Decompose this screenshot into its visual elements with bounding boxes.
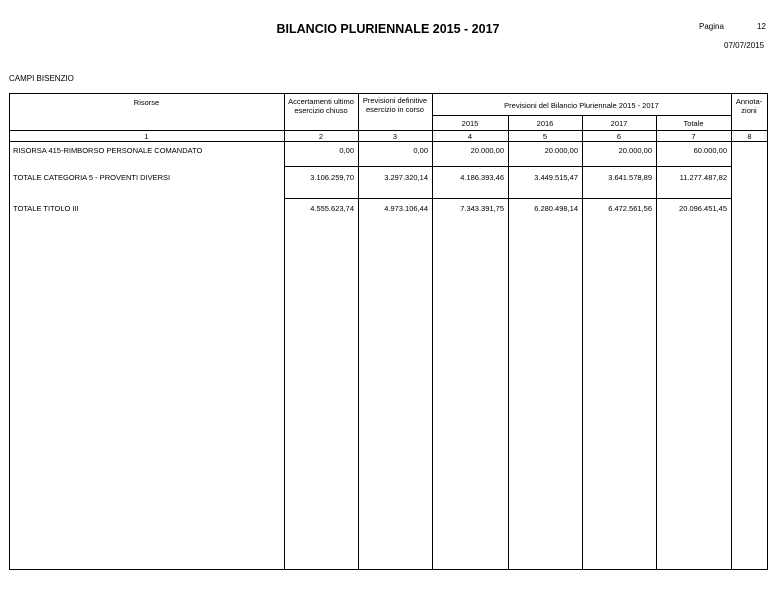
- cell-2016: 20.000,00: [544, 146, 578, 155]
- header-divider: [9, 141, 768, 142]
- cell-2015: 20.000,00: [470, 146, 504, 155]
- col-number: 8: [747, 132, 752, 141]
- cell-accertamenti: 0,00: [339, 146, 354, 155]
- cell-previsioni: 3.297.320,14: [384, 173, 428, 182]
- row-label: TOTALE TITOLO III: [13, 204, 79, 213]
- header-previsioni: Previsioni definitive esercizio in corso: [362, 96, 428, 114]
- header-2016: 2016: [536, 119, 554, 128]
- entity-name: CAMPI BISENZIO: [9, 74, 74, 83]
- col-divider: [508, 115, 509, 570]
- report-date: 07/07/2015: [724, 41, 765, 50]
- cell-accertamenti: 4.555.623,74: [310, 204, 354, 213]
- total-separator: [284, 166, 731, 167]
- col-number: 6: [616, 132, 622, 141]
- header-2017: 2017: [610, 119, 628, 128]
- col-number: 3: [392, 132, 398, 141]
- cell-2015: 4.186.393,46: [460, 173, 504, 182]
- col-divider: [582, 115, 583, 570]
- header-annotazioni: Annota-zioni: [735, 97, 763, 115]
- page-number: 12: [757, 22, 766, 31]
- cell-2016: 3.449.515,47: [534, 173, 578, 182]
- col-number: 7: [691, 132, 696, 141]
- cell-accertamenti: 3.106.259,70: [310, 173, 354, 182]
- col-divider: [284, 93, 285, 570]
- col-number: 2: [318, 132, 324, 141]
- cell-2017: 20.000,00: [618, 146, 652, 155]
- header-divider: [9, 130, 768, 131]
- header-risorse: Risorse: [133, 98, 160, 107]
- total-separator: [284, 198, 731, 199]
- cell-previsioni: 4.973.106,44: [384, 204, 428, 213]
- table-frame: [9, 93, 768, 570]
- cell-2017: 6.472.561,56: [608, 204, 652, 213]
- header-totale: Totale: [683, 119, 704, 128]
- cell-totale: 60.000,00: [693, 146, 727, 155]
- page-label: Pagina: [699, 22, 724, 31]
- group-divider: [432, 115, 731, 116]
- cell-totale: 11.277.487,82: [679, 173, 727, 182]
- col-divider: [731, 93, 732, 570]
- col-number: 4: [467, 132, 473, 141]
- row-label: RISORSA 415-RIMBORSO PERSONALE COMANDATO: [13, 146, 203, 155]
- header-group: Previsioni del Bilancio Pluriennale 2015 - 2017: [504, 101, 659, 110]
- col-divider: [432, 93, 433, 570]
- header-accertamenti: Accertamenti ultimo esercizio chiuso: [288, 97, 354, 115]
- col-number: 5: [542, 132, 548, 141]
- cell-previsioni: 0,00: [413, 146, 428, 155]
- page-title: BILANCIO PLURIENNALE 2015 - 2017: [276, 22, 500, 36]
- cell-2015: 7.343.391,75: [460, 204, 504, 213]
- col-divider: [656, 115, 657, 570]
- col-number: 1: [144, 132, 149, 141]
- cell-totale: 20.096.451,45: [679, 204, 727, 213]
- header-2015: 2015: [461, 119, 479, 128]
- cell-2016: 6.280.498,14: [534, 204, 578, 213]
- col-divider: [358, 93, 359, 570]
- cell-2017: 3.641.578,89: [608, 173, 652, 182]
- row-label: TOTALE CATEGORIA 5 - PROVENTI DIVERSI: [13, 173, 171, 182]
